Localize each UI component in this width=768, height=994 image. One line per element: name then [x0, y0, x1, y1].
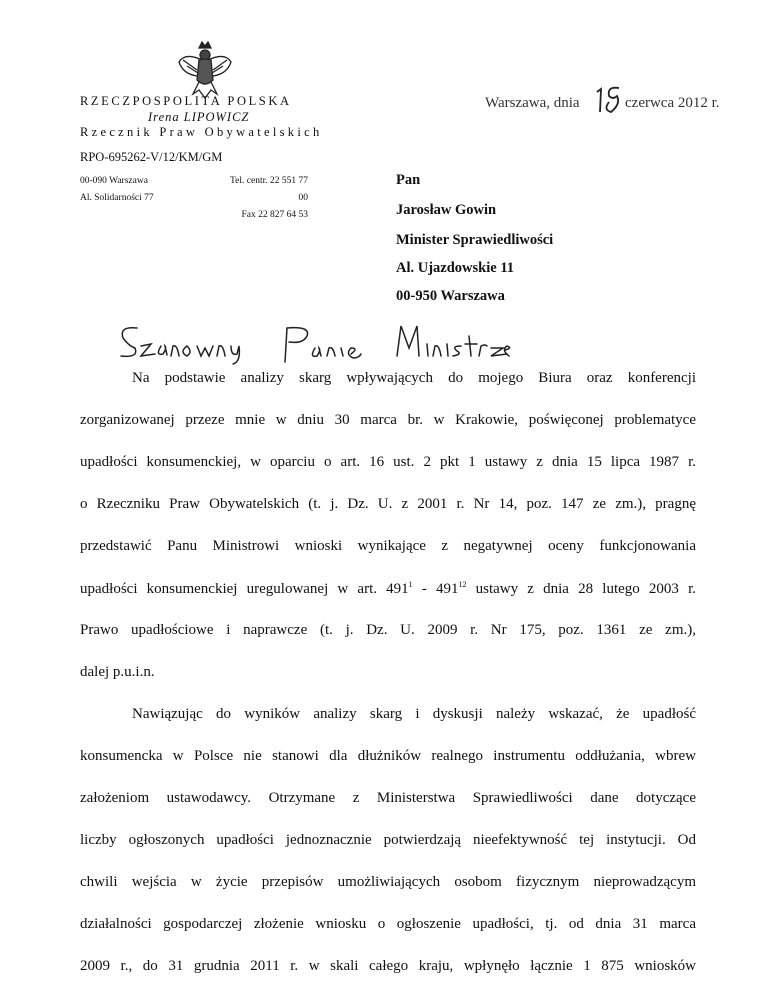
date-month-year: czerwca 2012 r. [625, 95, 720, 111]
recipient-city: 00-950 Warszawa [396, 288, 505, 304]
body-text: - 491 [412, 581, 459, 597]
body-line: założeniom ustawodawcy. Otrzymane z Ministerstwa Sprawiedliwości dane dotyczące [80, 790, 696, 806]
body-line: Nawiązując do wyników analizy skarg i dyskusji należy wskazać, że upadłość [132, 706, 696, 722]
date-city: Warszawa, dnia [485, 95, 580, 111]
recipient-salutation: Pan [396, 172, 421, 188]
sender-contact [220, 173, 308, 224]
phone-line: Tel. centr. 22 551 77 00 [230, 176, 308, 203]
recipient-name: Jarosław Gowin [396, 202, 497, 218]
institution-name: RZECZPOSPOLITA POLSKA [80, 94, 292, 108]
fax-line: Fax 22 827 64 53 [241, 210, 308, 220]
body-line: konsumencka w Polsce nie stanowi dla dłużników realnego instrumentu oddłużania, wbrew [80, 748, 696, 764]
body-line [80, 580, 696, 598]
body-line: o Rzeczniku Praw Obywatelskich (t. j. Dz. U. z 2001 r. Nr 14, poz. 147 ze zm.), pragnę [80, 496, 696, 512]
eagle-emblem-icon [175, 38, 235, 102]
body-text: upadłości konsumenckiej uregulowanej w art. 491 [80, 581, 409, 597]
ombudsman-name: Irena LIPOWICZ [148, 110, 250, 124]
superscript: 12 [458, 580, 467, 589]
handwritten-day [591, 82, 625, 116]
body-line: działalności gospodarczej złożenie wniosku o ogłoszenie upadłości, tj. od dnia 31 marca [80, 916, 696, 932]
address-line: Al. Solidarności 77 [80, 193, 154, 203]
body-line: chwili wejścia w życie przepisów umożliwiających osobom fizycznym nieprowadzącym [80, 874, 696, 890]
body-line: zorganizowanej przeze mnie w dniu 30 marca br. w Krakowie, poświęconej problematyce [80, 412, 696, 428]
handwritten-greeting [115, 318, 515, 366]
body-text: ustawy z dnia 28 lutego 2003 r. [466, 581, 697, 597]
recipient-street: Al. Ujazdowskie 11 [396, 260, 515, 276]
reference-number: RPO-695262-V/12/KM/GM [80, 150, 223, 164]
body-line: Prawo upadłościowe i naprawcze (t. j. Dz. U. 2009 r. Nr 175, poz. 1361 ze zm.), [80, 622, 696, 638]
body-line: upadłości konsumenckiej, w oparciu o art. 16 ust. 2 pkt 1 ustawy z dnia 15 lipca 1987 r. [80, 454, 696, 470]
superscript: 1 [408, 580, 413, 589]
sender-address [80, 173, 154, 207]
body-line: 2009 r., do 31 grudnia 2011 r. w skali całego kraju, wpłynęło łącznie 1 875 wniosków [80, 958, 696, 974]
body-line: dalej p.u.i.n. [80, 664, 155, 680]
address-line: 00-090 Warszawa [80, 176, 148, 186]
body-line: Na podstawie analizy skarg wpływających do mojego Biura oraz konferencji [132, 370, 696, 386]
body-line: liczby ogłoszonych upadłości jednoznacznie potwierdzają nieefektywność tej instytucji. Od [80, 832, 696, 848]
recipient-position: Minister Sprawiedliwości [396, 232, 554, 248]
office-name: Rzecznik Praw Obywatelskich [80, 125, 323, 139]
body-line: przedstawić Panu Ministrowi wnioski wynikające z negatywnej oceny funkcjonowania [80, 538, 696, 554]
